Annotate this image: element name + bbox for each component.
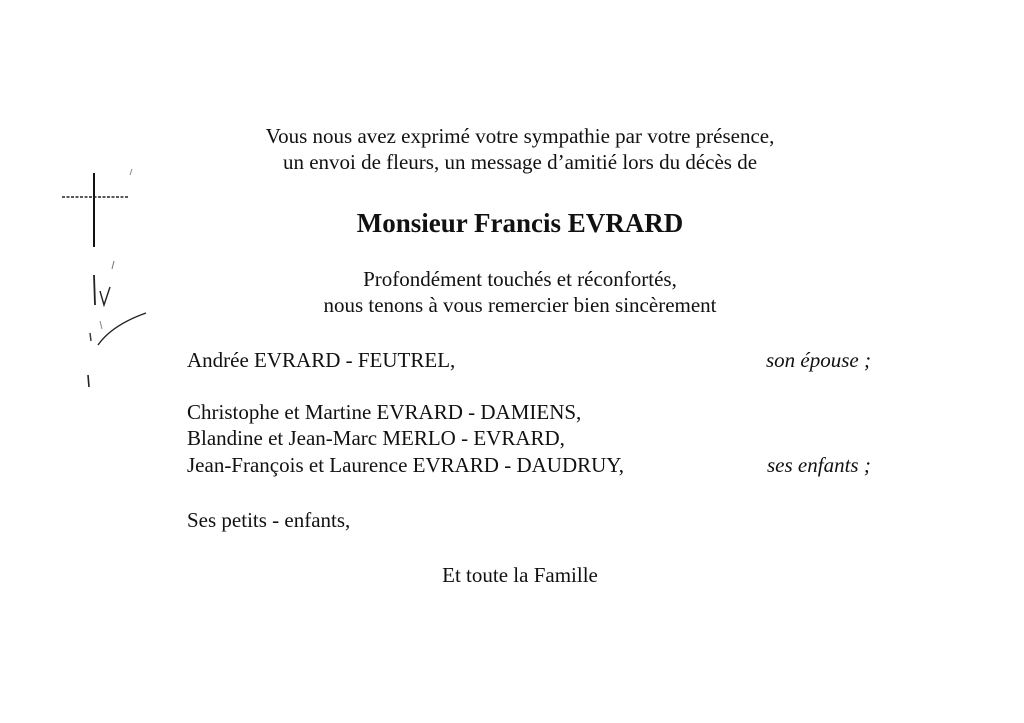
closing-line: Et toute la Famille bbox=[442, 563, 598, 587]
child-family-3: Jean-François et Laurence EVRARD - DAUDRUY, bbox=[187, 453, 625, 477]
child-family-1: Christophe et Martine EVRARD - DAMIENS, bbox=[187, 400, 582, 424]
spouse-role: son épouse ; bbox=[766, 348, 871, 372]
thanks-line-2: nous tenons à vous remercier bien sincèrement bbox=[323, 293, 717, 317]
spouse-name: Andrée EVRARD - FEUTREL, bbox=[187, 348, 456, 372]
children-role: ses enfants ; bbox=[767, 453, 871, 477]
intro-line-2: un envoi de fleurs, un message d’amitié lors du décès de bbox=[282, 150, 758, 174]
child-family-2: Blandine et Jean-Marc MERLO - EVRARD, bbox=[187, 426, 565, 450]
intro-line-1: Vous nous avez exprimé votre sympathie par votre présence, bbox=[265, 124, 775, 148]
cross-icon bbox=[60, 165, 150, 395]
thanks-line-1: Profondément touchés et réconfortés, bbox=[363, 267, 677, 291]
deceased-name: Monsieur Francis EVRARD bbox=[356, 208, 684, 238]
grandchildren: Ses petits - enfants, bbox=[187, 508, 351, 532]
